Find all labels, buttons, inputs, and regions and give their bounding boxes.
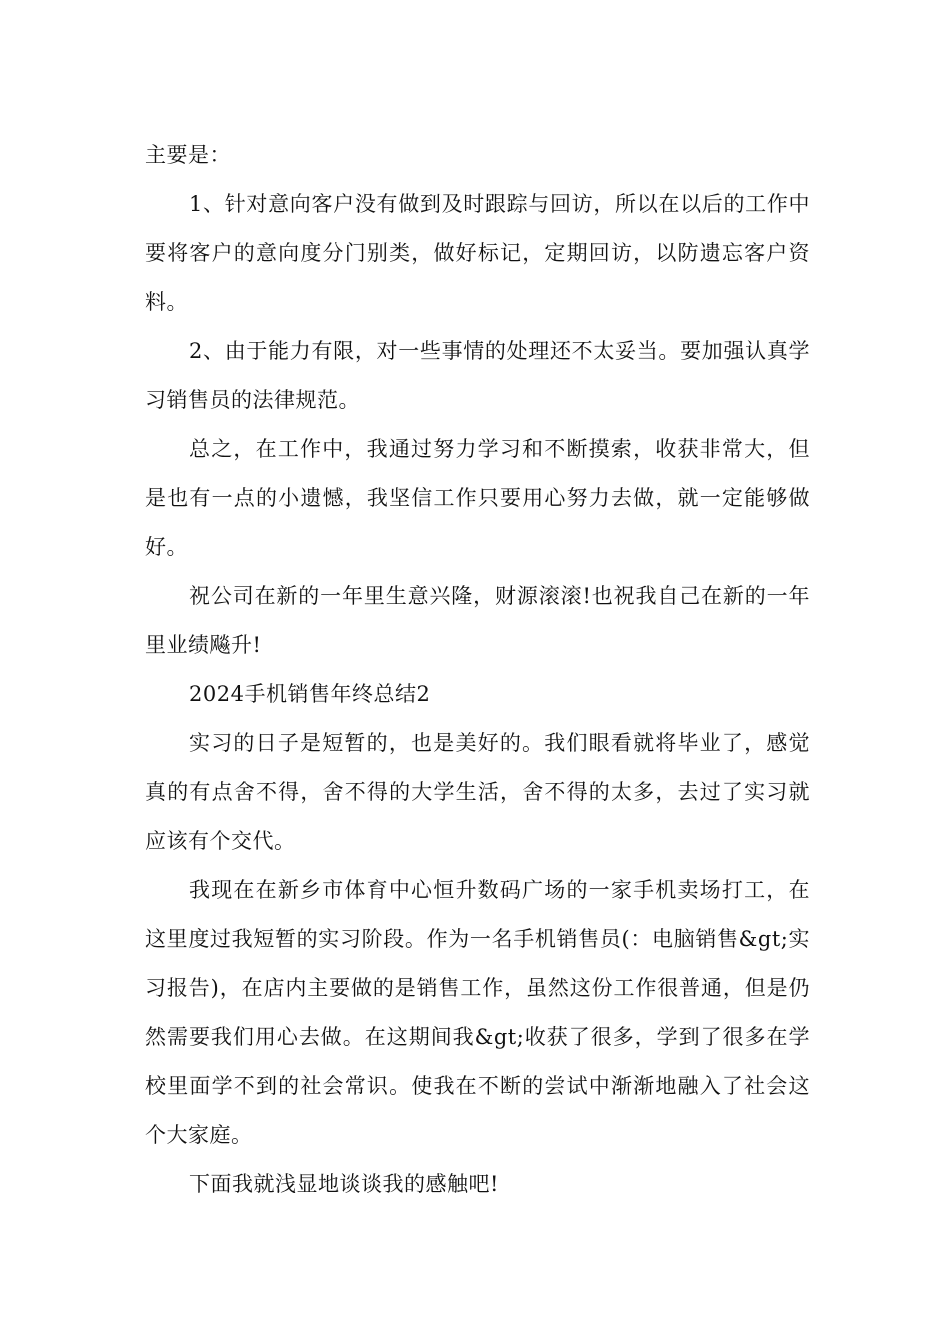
paragraph-closing: 下面我就浅显地谈谈我的感触吧!	[189, 1172, 499, 1196]
paragraph-intro: 主要是：	[145, 143, 231, 167]
document-body	[145, 131, 810, 1209]
paragraph-point-2: 2、由于能力有限，对一些事情的处理还不太妥当。要加强认真学习销售员的法律规范。	[145, 339, 810, 412]
paragraph-point-1: 1、针对意向客户没有做到及时跟踪与回访，所以在以后的工作中要将客户的意向度分门别类，做好标记，定期回访，以防遗忘客户资料。	[145, 192, 810, 314]
paragraph-summary: 总之，在工作中，我通过努力学习和不断摸索，收获非常大，但是也有一点的小遗憾，我坚信工作只要用心努力去做，就一定能够做好。	[145, 437, 810, 559]
section-heading: 2024手机销售年终总结2	[189, 682, 431, 706]
paragraph-internship-intro: 实习的日子是短暂的，也是美好的。我们眼看就将毕业了，感觉真的有点舍不得，舍不得的大学生活，舍不得的太多，去过了实习就应该有个交代。	[145, 731, 810, 853]
paragraph-wishes: 祝公司在新的一年里生意兴隆，财源滚滚!也祝我自己在新的一年里业绩飚升!	[145, 584, 810, 657]
paragraph-internship-detail: 我现在在新乡市体育中心恒升数码广场的一家手机卖场打工，在这里度过我短暂的实习阶段。作为一名手机销售员(：电脑销售&gt;实习报告)，在店内主要做的是销售工作，虽然这份工作很普通，但是仍然需要我们用心去做。在这期间我&gt;收获了很多，学到了很多在学校里面学不到的社会常识。使我在不断的尝试中渐渐地融入了社会这个大家庭。	[145, 878, 810, 1147]
